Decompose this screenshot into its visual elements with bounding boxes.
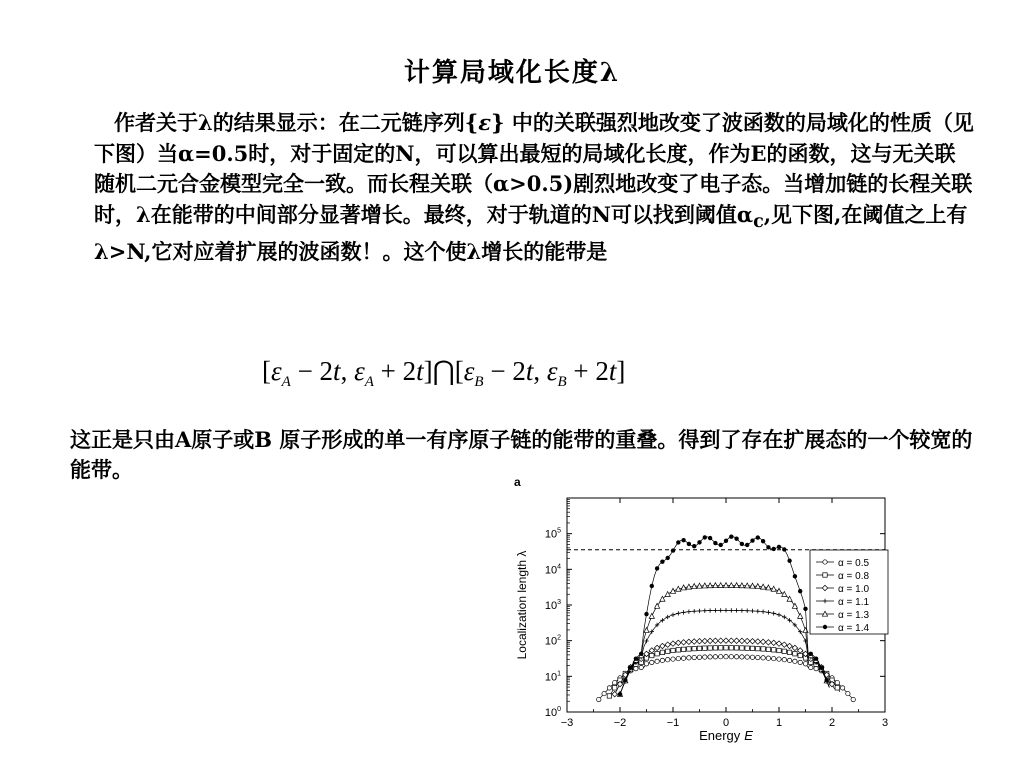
formula-bracket-close-a: ]: [423, 356, 433, 386]
formula-bracket-close-b: ]: [616, 356, 626, 386]
formula-eps-a2: ε: [354, 356, 365, 386]
y-tick-label: $10^1$: [544, 670, 561, 684]
series-alpha-1-0: [612, 638, 835, 697]
formula-sub-a2: A: [364, 374, 374, 390]
localization-chart: [500, 470, 910, 760]
para1-part3: 时，对于固定的N，可以算出最短的局域化长度，作为E的函数，这与无关联随机二元合金模型完全一致。而长程关联（α>0.5)剧烈地改变了电子态。当增加链的长程关联时，λ在能带的中间部分显著增长。最终，对于轨道的N可以找到阈值: [94, 140, 973, 227]
formula-bracket-open-b: [: [454, 356, 464, 386]
chart-legend: [810, 550, 888, 634]
formula-t1: t: [333, 356, 341, 386]
legend-label: α = 1.3: [838, 610, 870, 621]
band-formula: [262, 356, 625, 391]
formula-eps-b1: ε: [463, 356, 475, 386]
x-tick-label: 3: [881, 717, 889, 729]
y-tick-label: $10^3$: [544, 599, 561, 612]
formula-sub-a1: A: [281, 374, 291, 390]
x-tick-label: −3: [560, 717, 574, 729]
formula-comma-a: ,: [340, 356, 355, 386]
legend-label: α = 0.5: [838, 558, 870, 569]
legend-label: α = 1.0: [838, 584, 870, 595]
formula-plus-2t-a: + 2: [373, 356, 417, 386]
para1-part4: ,见下图,在阈值之上有λ>N,它对应着扩展的波函数！。这个使λ增长的能带是: [94, 201, 968, 265]
formula-comma-b: ,: [533, 356, 547, 386]
series-alpha-1-4: [618, 534, 830, 696]
legend-label: α = 0.8: [838, 571, 870, 582]
x-tick-label: −2: [613, 717, 627, 729]
y-tick-label: $10^0$: [544, 706, 561, 719]
formula-plus-2t-b: + 2: [566, 356, 609, 386]
formula-t4: t: [608, 356, 617, 386]
formula-eps-a1: ε: [271, 356, 282, 386]
para1-epsilon: ε: [478, 110, 492, 135]
x-axis-label-var: E: [744, 728, 753, 743]
page-title: 计算局域化长度λ: [403, 58, 621, 88]
x-axis-label-text: Energy: [699, 728, 741, 743]
formula-sub-b1: B: [474, 374, 484, 390]
chart-x-axis-label: [699, 728, 753, 743]
y-tick-label: $10^5$: [544, 527, 561, 541]
chart-panel-label: a: [514, 475, 521, 489]
x-tick-label: 0: [722, 717, 730, 729]
chart-y-axis-label: Localization length λ: [515, 550, 529, 660]
para1-part1: 作者关于λ的结果显示：在二元链序列{: [114, 110, 479, 135]
legend-label: α = 1.1: [838, 597, 870, 608]
formula-minus-2t-b: − 2: [483, 356, 526, 386]
formula-t3: t: [525, 356, 534, 386]
x-tick-label: 1: [775, 717, 783, 729]
y-tick-label: $10^4$: [544, 563, 561, 577]
para1-alpha-c-sub: c: [753, 211, 764, 232]
formula-sub-b2: B: [557, 374, 567, 390]
para1-alpha-value: α=0.5: [178, 140, 249, 166]
para1-alpha-c: α: [736, 201, 754, 227]
formula-minus-2t-a: − 2: [290, 356, 334, 386]
paragraph-main: [94, 108, 974, 268]
para1-part2: } 中的关联强烈地改变了波函数的局域化的性质（见下图）当: [94, 110, 974, 166]
legend-label: α = 1.4: [838, 623, 870, 634]
formula-bracket-open: [: [262, 356, 271, 386]
paragraph-conclusion: 这正是只由A原子或B 原子形成的单一有序原子链的能带的重叠。得到了存在扩展态的一个较宽的能带。: [70, 427, 973, 482]
formula-intersection: ⋂: [432, 356, 455, 386]
formula-t2: t: [416, 356, 424, 386]
x-tick-label: −1: [666, 717, 680, 729]
formula-eps-b2: ε: [546, 356, 558, 386]
chart-svg: [500, 470, 910, 760]
x-tick-label: 2: [828, 717, 836, 729]
y-tick-label: $10^2$: [544, 634, 561, 648]
